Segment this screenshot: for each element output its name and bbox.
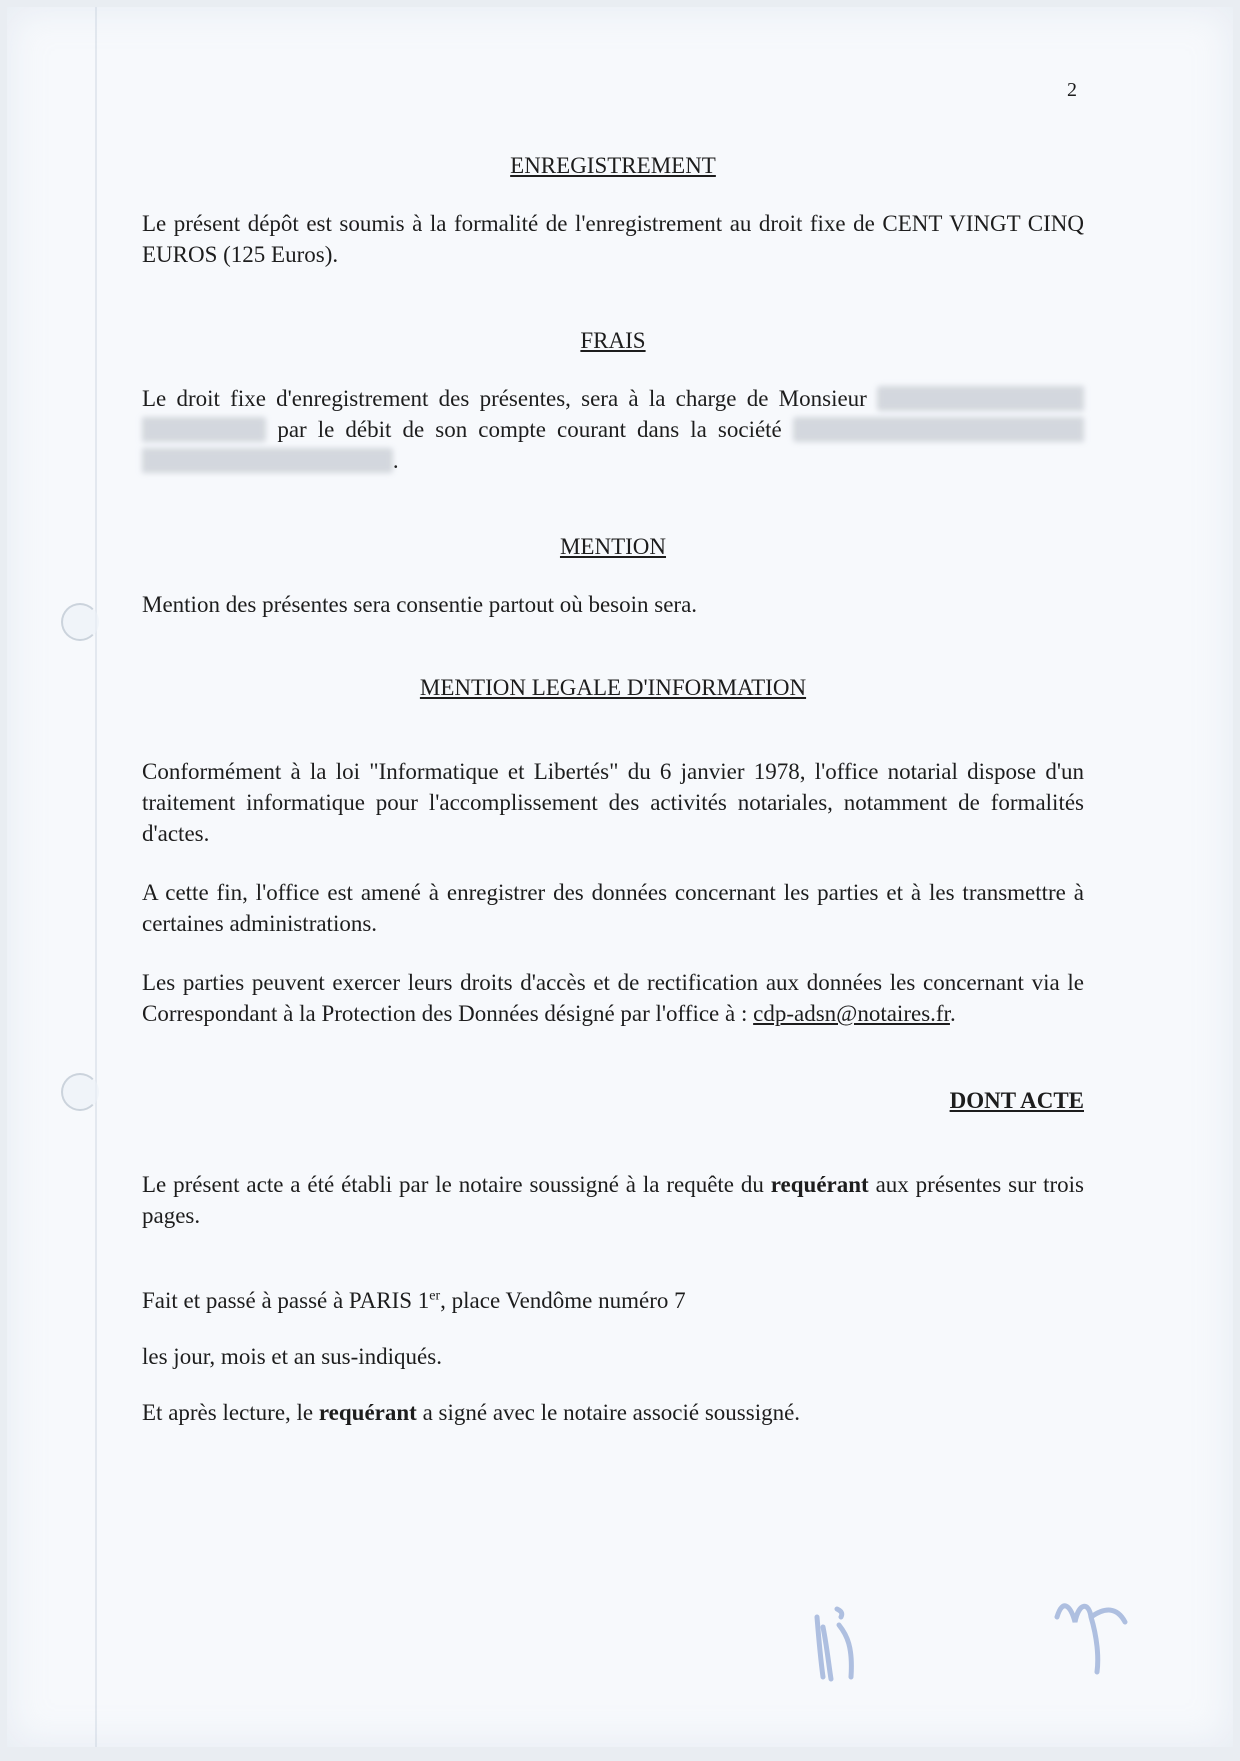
binding-shadow	[95, 7, 97, 1747]
heading-mention-legale: MENTION LEGALE D'INFORMATION	[419, 675, 807, 700]
frais-text-3: .	[392, 448, 399, 473]
paragraph-dont-acte	[142, 1169, 1084, 1231]
closing-line-3	[142, 1397, 1084, 1428]
signature-area	[767, 1577, 1147, 1697]
closing-superscript: er	[429, 1288, 441, 1304]
heading-mention: MENTION	[559, 534, 667, 559]
dont-acte-text-2: aux présentes sur trois pages.	[142, 1172, 1084, 1228]
email-link[interactable]: cdp-adsn@notaires.fr	[753, 1001, 950, 1026]
notary-signature-icon	[1047, 1577, 1137, 1677]
initials-signature-icon	[797, 1587, 887, 1687]
closing-line-1	[142, 1285, 1084, 1316]
legal-3-text: Les parties peuvent exercer leurs droits d'accès et de rectification aux données les concernant via le Correspondant à la Protection des Données désigné par l'office à :	[142, 970, 1084, 1026]
paragraph-legal-1: Conformément à la loi "Informatique et Libertés" du 6 janvier 1978, l'office notarial dispose d'un traitement informatique pour l'accomplissement des activités notariales, notamment de formalités d'actes.	[142, 759, 1084, 846]
punch-hole-top	[61, 603, 99, 641]
closing-line-2: les jour, mois et an sus-indiqués.	[142, 1344, 442, 1369]
punch-hole-bottom	[61, 1073, 99, 1111]
document-page	[7, 7, 1233, 1747]
page-number: 2	[1067, 79, 1077, 101]
heading-dont-acte: DONT ACTE	[949, 1088, 1084, 1113]
document-body	[142, 150, 1084, 1428]
closing-requerant-bold: requérant	[318, 1400, 417, 1425]
heading-frais: FRAIS	[580, 328, 646, 353]
requerant-bold: requérant	[770, 1172, 869, 1197]
frais-text-2: par le débit de son compte courant dans la société	[277, 417, 782, 442]
legal-3-end: .	[949, 1001, 956, 1026]
paragraph-legal-3	[142, 967, 1084, 1029]
paragraph-mention: Mention des présentes sera consentie partout où besoin sera.	[142, 592, 698, 617]
closing-text-b: a signé avec le notaire associé soussigné.	[422, 1400, 801, 1425]
paragraph-legal-2: A cette fin, l'office est amené à enregistrer des données concernant les parties et à les transmettre à certaines administrations.	[142, 880, 1084, 936]
closing-text-a: Et après lecture, le	[142, 1400, 314, 1425]
heading-enregistrement: ENREGISTREMENT	[510, 153, 716, 178]
closing-address: , place Vendôme numéro 7	[440, 1288, 686, 1313]
paragraph-frais	[142, 383, 1084, 476]
frais-text-1: Le droit fixe d'enregistrement des présentes, sera à la charge de Monsieur	[142, 386, 867, 411]
dont-acte-text-1: Le présent acte a été établi par le notaire soussigné à la requête du	[142, 1172, 764, 1197]
paragraph-enregistrement: Le présent dépôt est soumis à la formalité de l'enregistrement au droit fixe de CENT VINGT CINQ EUROS (125 Euros).	[142, 211, 1084, 267]
closing-place: Fait et passé à passé à PARIS 1	[142, 1288, 430, 1313]
